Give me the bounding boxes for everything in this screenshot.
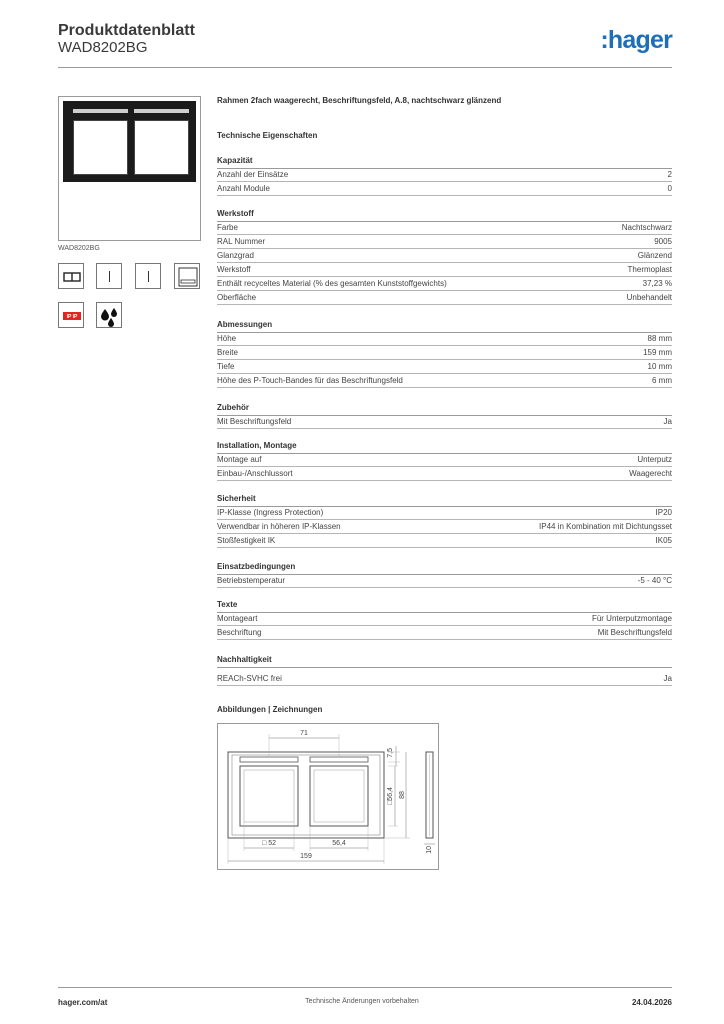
row-label: Montage auf: [217, 455, 262, 464]
table-row: [217, 626, 672, 640]
table-row: [217, 332, 672, 346]
row-value: Für Unterputzmontage: [591, 614, 672, 623]
row-label: IP-Klasse (Ingress Protection): [217, 508, 324, 517]
frame-outline: [228, 752, 384, 838]
footer-date: 24.04.2026: [631, 998, 672, 1007]
dim-56-4-horizontal: 56,4: [332, 840, 346, 847]
table-row: [217, 415, 672, 429]
row-value: Nachtschwarz: [621, 223, 672, 232]
row-value: Waagerecht: [629, 469, 672, 478]
table-row: [217, 277, 672, 291]
row-value: IP20: [655, 508, 672, 517]
vertical-bar-icon: [135, 263, 161, 289]
row-label: Mit Beschriftungsfeld: [217, 417, 292, 426]
row-label: Beschriftung: [217, 628, 262, 637]
dim-71: 71: [300, 730, 308, 737]
product-number: WAD8202BG: [58, 39, 148, 56]
dim-88: 88: [399, 791, 406, 799]
table-row: [217, 263, 672, 277]
table-row: [217, 360, 672, 374]
section-title-kapazitaet: Kapazität: [217, 156, 253, 165]
table-row: [217, 574, 672, 588]
row-label: Einbau-/Anschlussort: [217, 469, 293, 478]
water-drops-icon: [96, 302, 122, 328]
row-value: 159 mm: [643, 348, 672, 357]
table-row: [217, 467, 672, 481]
table-row: [217, 249, 672, 263]
section-title-nachhaltigkeit: Nachhaltigkeit: [217, 655, 272, 664]
section-title-installation: Installation, Montage: [217, 441, 297, 450]
row-label: Enthält recyceltes Material (% des gesamten Kunststoffgewichts): [217, 279, 447, 288]
opening-left: [240, 766, 298, 826]
frame-opening-right: [134, 120, 189, 175]
row-value: Glänzend: [637, 251, 672, 260]
row-value: Mit Beschriftungsfeld: [597, 628, 672, 637]
row-label: Oberfläche: [217, 293, 257, 302]
table-row: [217, 168, 672, 182]
drawings-title: Abbildungen | Zeichnungen: [217, 705, 323, 714]
table-row: [217, 291, 672, 305]
section-title-zubehoer: Zubehör: [217, 403, 249, 412]
table-row: [217, 182, 672, 196]
row-label: REACh-SVHC frei: [217, 674, 282, 683]
row-value: Thermoplast: [627, 265, 672, 274]
table-row: [217, 672, 672, 686]
table-row: [217, 346, 672, 360]
hager-logo: :hager: [600, 26, 672, 54]
row-label: Betriebstemperatur: [217, 576, 286, 585]
row-value: Unterputz: [637, 455, 672, 464]
table-row: [217, 612, 672, 626]
ip-rating-icon: [58, 302, 84, 328]
row-value: 2: [667, 170, 672, 179]
footer-divider: [58, 987, 672, 988]
table-row: [217, 235, 672, 249]
row-value: Unbehandelt: [626, 293, 672, 302]
table-row: [217, 520, 672, 534]
row-value: 9005: [654, 237, 672, 246]
frame-illustration: [63, 101, 196, 182]
product-code: WAD8202BG: [58, 245, 100, 252]
opening-right: [310, 766, 368, 826]
dim-52: □ 52: [262, 840, 276, 847]
section-title-abmessungen: Abmessungen: [217, 320, 273, 329]
row-label: Anzahl der Einsätze: [217, 170, 289, 179]
row-label: Glanzgrad: [217, 251, 254, 260]
row-value: IP44 in Kombination mit Dichtungsset: [539, 522, 672, 531]
row-label: Höhe des P-Touch-Bandes für das Beschriftungsfeld: [217, 376, 403, 385]
row-value: 6 mm: [652, 376, 672, 385]
row-label: RAL Nummer: [217, 237, 266, 246]
row-label: Tiefe: [217, 362, 235, 371]
row-value: -5 - 40 °C: [637, 576, 672, 585]
row-value: Ja: [663, 417, 672, 426]
row-label: Werkstoff: [217, 265, 251, 274]
footer-note: Technische Änderungen vorbehalten: [305, 998, 419, 1005]
row-value: 0: [667, 184, 672, 193]
dim-10: 10: [426, 846, 433, 854]
row-value: IK05: [655, 536, 672, 545]
two-gang-frame-icon: [58, 263, 84, 289]
dim-159: 159: [300, 853, 312, 860]
technical-drawing: [217, 723, 439, 870]
table-row: [217, 506, 672, 520]
label-strip-right: [310, 757, 368, 762]
table-row: [217, 453, 672, 467]
dim-56-4-vertical: □56,4: [387, 787, 394, 805]
section-title-werkstoff: Werkstoff: [217, 209, 254, 218]
section-divider: [217, 667, 672, 668]
section-title-einsatzbedingungen: Einsatzbedingungen: [217, 562, 296, 571]
row-label: Farbe: [217, 223, 238, 232]
product-image: [58, 96, 201, 241]
dim-7-5: 7,5: [387, 748, 394, 758]
section-title-sicherheit: Sicherheit: [217, 494, 256, 503]
row-label: Stoßfestigkeit IK: [217, 536, 276, 545]
ip-badge-label: IP IP: [66, 314, 78, 321]
row-label: Verwendbar in höheren IP-Klassen: [217, 522, 341, 531]
page-title: Produktdatenblatt: [58, 22, 195, 39]
row-label: Breite: [217, 348, 238, 357]
section-title-texte: Texte: [217, 600, 238, 609]
vertical-bar-icon: [96, 263, 122, 289]
label-strip-right: [134, 109, 189, 113]
row-label: Anzahl Module: [217, 184, 270, 193]
row-label: Montageart: [217, 614, 258, 623]
row-value: 10 mm: [647, 362, 672, 371]
label-strip-left: [240, 757, 298, 762]
table-row: [217, 534, 672, 548]
table-row: [217, 221, 672, 235]
tech-properties-heading: Technische Eigenschaften: [217, 131, 318, 140]
row-label: Höhe: [217, 334, 237, 343]
header-divider: [58, 67, 672, 68]
footer-website[interactable]: hager.com/at: [58, 998, 108, 1007]
label-strip-left: [73, 109, 128, 113]
product-description: Rahmen 2fach waagerecht, Beschriftungsfeld, A.8, nachtschwarz glänzend: [217, 96, 502, 105]
row-value: 37,23 %: [642, 279, 672, 288]
row-value: 88 mm: [647, 334, 672, 343]
row-value: Ja: [663, 674, 672, 683]
table-row: [217, 374, 672, 388]
frame-opening-left: [73, 120, 128, 175]
label-field-icon: [174, 263, 200, 289]
